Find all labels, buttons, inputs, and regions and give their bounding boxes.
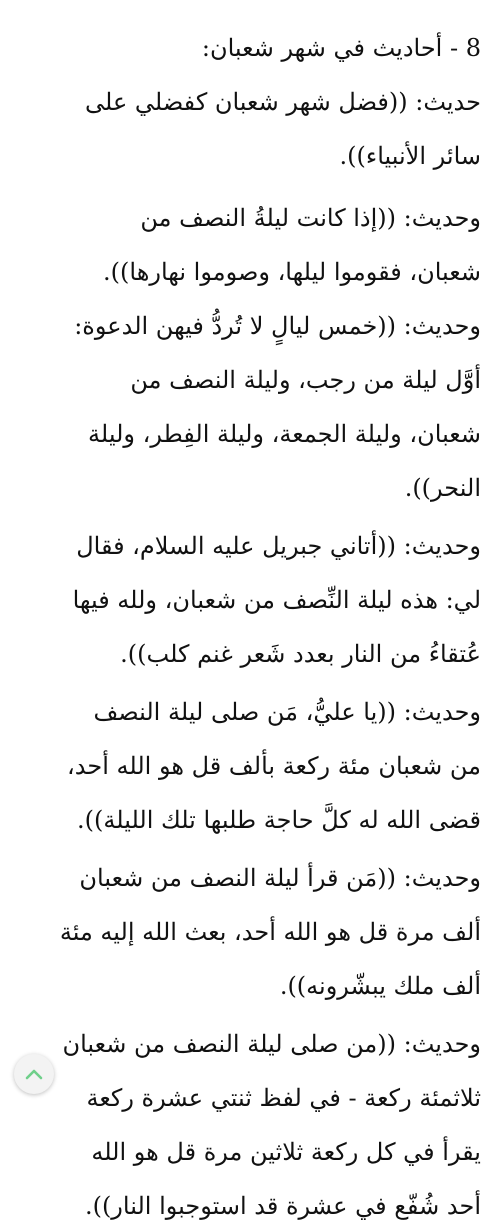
text-line: أوَّل ليلة من رجب، وليلة النصف من: [130, 366, 481, 394]
text-line: حديث: ((فضل شهر شعبان كفضلي على: [85, 88, 481, 116]
text-line: وحديث: ((من صلى ليلة النصف من شعبان: [62, 1030, 481, 1058]
text-line: عُتقاءُ من النار بعدد شَعر غنم كلب)).: [120, 640, 481, 668]
text-line: النحر)).: [404, 474, 481, 502]
text-line: وحديث: ((مَن قرأ ليلة النصف من شعبان: [79, 864, 481, 892]
text-line: وحديث: ((يا عليُّ، مَن صلى ليلة النصف: [93, 698, 481, 726]
section-heading: 8 - أحاديث في شهر شعبان:: [201, 34, 481, 62]
text-line: أحد شُفّع في عشرة قد استوجبوا النار)).: [84, 1192, 481, 1220]
text-line: قضى الله له كلَّ حاجة طلبها تلك الليلة)).: [77, 806, 481, 834]
text-line: من شعبان مئة ركعة بألف قل هو الله أحد،: [67, 752, 481, 780]
text-line: سائر الأنبياء)).: [339, 142, 481, 170]
scroll-up-button[interactable]: [14, 1054, 54, 1094]
text-line: شعبان، فقوموا ليلها، وصوموا نهارها)).: [103, 258, 481, 286]
text-line: وحديث: ((أتاني جبريل عليه السلام، فقال: [76, 532, 481, 560]
text-line: شعبان، وليلة الجمعة، وليلة الفِطر، وليلة: [88, 420, 481, 448]
text-line: وحديث: ((إذا كانت ليلةُ النصف من: [140, 204, 481, 232]
text-line: يقرأ في كل ركعة ثلاثين مرة قل هو الله: [91, 1138, 481, 1166]
text-line: ثلاثمئة ركعة - في لفظ ثنتي عشرة ركعة: [86, 1084, 481, 1112]
text-line: لي: هذه ليلة النِّصف من شعبان، ولله فيها: [72, 586, 481, 614]
text-line: ألف ملك يبشّرونه)).: [279, 972, 481, 1000]
text-line: وحديث: ((خمس ليالٍ لا تُردُّ فيهن الدعوة:: [74, 312, 481, 340]
chevron-up-icon: [24, 1067, 44, 1081]
text-line: ألف مرة قل هو الله أحد، بعث الله إليه مئة: [59, 918, 481, 946]
